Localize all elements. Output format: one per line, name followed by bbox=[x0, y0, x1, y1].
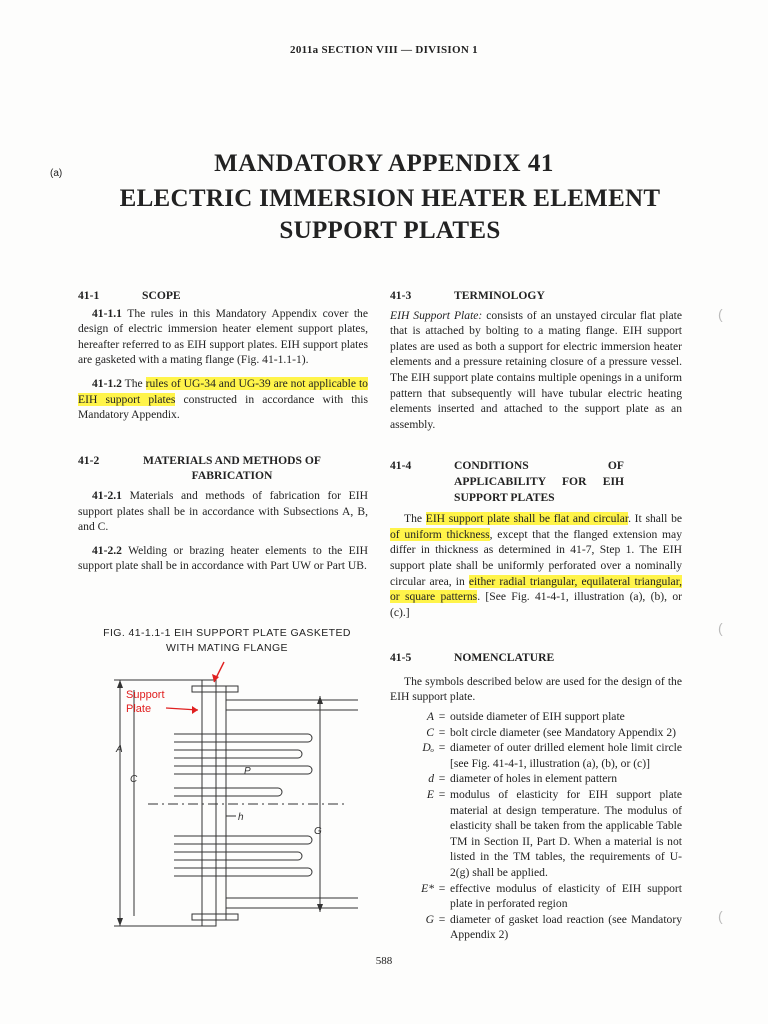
right-column bbox=[390, 288, 682, 943]
element-7 bbox=[174, 868, 312, 876]
section-41-1-heading: 41-1 SCOPE bbox=[78, 289, 181, 302]
highlight: EIH support plate shall be flat and circular bbox=[425, 512, 629, 526]
paragraph-41-2-1: 41-2.1 Materials and methods of fabrication for EIH support plates shall be in accordance with Subsections A, B, and C. bbox=[78, 488, 369, 534]
nomenclature-item: C = bolt circle diameter (see Mandatory Appendix 2) bbox=[426, 725, 676, 739]
element-3 bbox=[174, 766, 312, 774]
element-5 bbox=[174, 836, 312, 844]
label-a: A bbox=[116, 744, 123, 755]
paragraph-41-2-2: 41-2.2 Welding or brazing heater elements to the EIH support plate shall be in accordance with Part UW or Part UB. bbox=[78, 543, 368, 573]
pitch-marks bbox=[230, 766, 242, 774]
highlight: rules of UG-34 and UG-39 are not applicable to EIH support plates bbox=[78, 376, 368, 406]
nomenclature-item: d = diameter of holes in element pattern bbox=[428, 772, 618, 786]
nomenclature-item: E* = effective modulus of elasticity of EIH support plate in perforated region bbox=[421, 881, 682, 911]
dimension-a bbox=[114, 680, 202, 926]
appendix-subtitle: ELECTRIC IMMERSION HEATER ELEMENT SUPPORT PLATES bbox=[119, 185, 661, 244]
annotation-line-1: Support bbox=[126, 689, 165, 701]
support-plate-outline bbox=[202, 680, 216, 926]
nomenclature-item: Dₒ = diameter of outer drilled element hole limit circle [see Fig. 41-4-1, illustration (a), (b), or (c)] bbox=[422, 741, 682, 770]
paragraph-41-1-1: 41-1.1 The rules in this Mandatory Appendix cover the design of electric immersion heater element support plates, hereafter referred to as EIH support plates. EIH support plates are gasketed with a mating flange (Fig. 41-1.1-1). bbox=[78, 306, 368, 367]
annotation-line-2: Plate bbox=[126, 703, 152, 715]
mating-flange-outline bbox=[216, 686, 226, 920]
margin-mark: ( bbox=[718, 620, 723, 636]
margin-mark: ( bbox=[718, 908, 723, 924]
bolt-top bbox=[192, 686, 238, 692]
label-c: C bbox=[130, 774, 138, 785]
paragraph-41-1-2: 41-1.2 The rules of UG-34 and UG-39 are not applicable to EIH support plates constructed in accordance with this Mandatory Appendix. bbox=[78, 376, 368, 422]
nomenclature-item: G = diameter of gasket load reaction (see Mandatory Appendix 2) bbox=[425, 912, 682, 942]
element-1 bbox=[174, 734, 312, 742]
label-g: G bbox=[314, 826, 322, 837]
label-p: P bbox=[244, 766, 251, 777]
figure-caption: FIG. 41-1.1-1 EIH SUPPORT PLATE GASKETED WITH MATING FLANGE bbox=[103, 627, 351, 654]
element-2 bbox=[174, 750, 302, 758]
highlight: of uniform thickness bbox=[390, 527, 490, 541]
appendix-title: MANDATORY APPENDIX 41 bbox=[214, 150, 554, 177]
section-41-5-heading: 41-5 NOMENCLATURE bbox=[390, 651, 555, 665]
nomenclature-list bbox=[390, 709, 682, 943]
nomenclature-item: A = outside diameter of EIH support plate bbox=[426, 710, 625, 724]
paragraph-41-4: The EIH support plate shall be flat and circular. It shall be of uniform thickness, except that the flanged extension may differ in thickness as determined in 41-7, Step 1. The EIH support plate shall be uniformly perforated over a nominally circular area, in either radial triangular, equilateral triangular, or square patterns. [See Fig. 41-4-1, illustration (a), (b), or (c).] bbox=[390, 512, 683, 619]
element-6 bbox=[174, 852, 302, 860]
paragraph-41-3: EIH Support Plate: consists of an unstayed circular flat plate that is attached by bolting to a mating flange. EIH support plates are used as both a support for electric immersion heater elements and a pressure retaining closure of a pressure vessel. The EIH support plate contains multiple openings in a uniform pattern that subsequently will have tubular electric heating elements inserted and attached to the support plate as an assembly. bbox=[390, 308, 682, 431]
section-41-2-heading: 41-2 MATERIALS AND METHODS OF FABRICATION bbox=[78, 453, 321, 483]
revision-tag: (a) bbox=[50, 168, 63, 179]
margin-mark: ( bbox=[718, 306, 723, 322]
section-41-4-heading: 41-4 CONDITIONS OF APPLICABILITY FOR EIH SUPPORT PLATES bbox=[390, 459, 624, 504]
running-header: 2011a SECTION VIII — DIVISION 1 bbox=[290, 44, 478, 56]
section-41-3-heading: 41-3 TERMINOLOGY bbox=[390, 289, 545, 302]
left-column bbox=[78, 288, 368, 574]
figure-drawing bbox=[108, 640, 370, 940]
page-number: 588 bbox=[375, 955, 393, 967]
bolt-bottom bbox=[192, 914, 238, 920]
nomenclature-item: E = modulus of elasticity for EIH support plate material at design temperature. The modulus of elasticity shall be taken from the applicable Table TM in Section II, Part D. When a material is not listed in the TM tables, the requirements of U-2(g) shall be applied. bbox=[426, 788, 682, 879]
paragraph-41-5-intro: The symbols described below are used for the design of the EIH support plate. bbox=[390, 674, 682, 704]
label-h: h bbox=[238, 812, 244, 823]
highlight: either radial triangular, equilateral triangular, or square patterns bbox=[390, 574, 682, 604]
element-4 bbox=[174, 788, 282, 796]
annotation-arrowhead bbox=[192, 706, 198, 714]
